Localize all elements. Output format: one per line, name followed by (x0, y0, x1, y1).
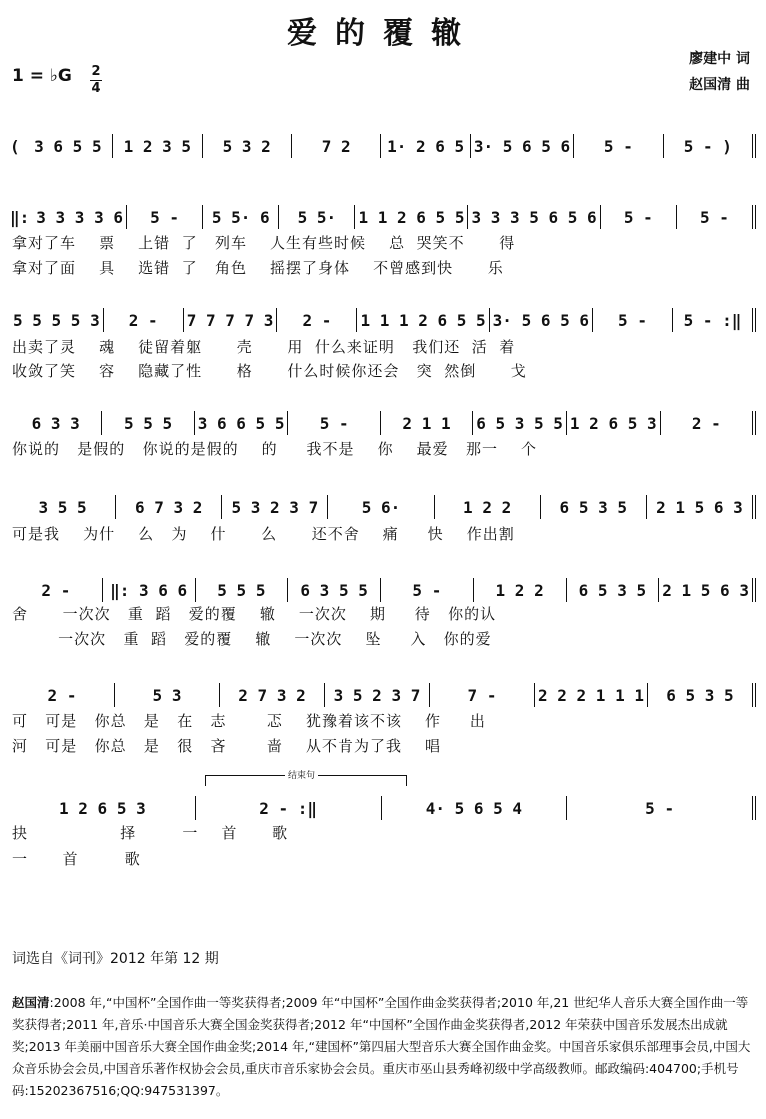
measure: 5 6· (328, 495, 434, 519)
measure: 1 2 2 (474, 578, 567, 602)
measure: ‖: 3 6 6 (103, 578, 196, 602)
measure: 2 - (104, 308, 184, 332)
source-note: 词选自《词刊》2012 年第 12 期 (12, 951, 219, 967)
staff-row (10, 134, 756, 158)
measure: 1 1 1 2 6 5 5 (357, 308, 489, 332)
measure: 2 - :‖ (196, 796, 382, 820)
measure: 2 - (10, 683, 115, 707)
lyric-line: 舍 一次次 重 蹈 爱的覆 辙 一次次 期 待 你的认 (12, 605, 497, 623)
lyric-line: 河 可是 你总 是 很 吝 啬 从不肯为了我 唱 (12, 737, 442, 755)
bio-text: :2008 年,“中国杯”全国作曲一等奖获得者;2009 年“中国杯”全国作曲金奖获得者;2010 年,21 世纪华人音乐大赛全国作曲一等奖获得者;2011 年,音乐·中国音乐大赛全国金奖获得者;2012 年“中国杯”全国作曲金奖获得者,2012 年荣获中国音乐发展杰出成就奖;2013 年美丽中国音乐大赛全国作曲金奖;2014 年,“建国杯”第四届大型音乐大赛全国作曲金奖。中国音乐家俱乐部理事会员,中国大众音乐协会会员,中国音乐著作权协会会员,重庆市音乐家协会会员。重庆市巫山县秀峰初级中学高级教师。邮政编码:404700;手机号码:15202367516;QQ:947531397。 (12, 995, 751, 1098)
measure: 2 7 3 2 (220, 683, 325, 707)
bio-name: 赵国清 (12, 995, 50, 1010)
lyric-line: 出卖了灵 魂 徒留着躯 壳 用 什么来证明 我们还 活 着 (12, 338, 516, 356)
lyric-line: 抉 择 一 首 歌 (12, 824, 289, 842)
staff-row (10, 205, 756, 229)
staff-row (10, 495, 756, 519)
time-denominator: 4 (91, 81, 101, 96)
measure: 6 5 3 5 (567, 578, 660, 602)
staff-row (10, 578, 756, 602)
measure: 3 6 5 5 (24, 134, 113, 158)
measure: 1· 2 6 5 (381, 134, 470, 158)
staff-row (10, 308, 756, 332)
measure: 5 3 2 3 7 (222, 495, 328, 519)
measure: 2 1 1 (381, 411, 473, 435)
measure: 5 5· 6 (203, 205, 279, 229)
measure: 2 - (10, 578, 103, 602)
lyric-line: 收敛了笑 容 隐藏了性 格 什么时候你还会 突 然倒 戈 (12, 362, 527, 380)
measure: 3· 5 6 5 6 (490, 308, 593, 332)
key-signature: 1 = ♭G (12, 66, 72, 86)
measure: 4· 5 6 5 4 (382, 796, 568, 820)
measure: 6 5 3 5 (541, 495, 647, 519)
measure: 6 5 3 5 (648, 683, 756, 707)
lyric-line: 一次次 重 蹈 爱的覆 辙 一次次 坠 入 你的爱 (12, 630, 492, 648)
ending-label: 结束句 (285, 768, 318, 781)
measure: 5 - (574, 134, 663, 158)
staff-row (10, 411, 756, 435)
measure: 7 - (430, 683, 535, 707)
measure: 6 5 3 5 5 (473, 411, 567, 435)
song-title: 爱的覆辙 (287, 16, 479, 51)
measure: 3· 5 6 5 6 (471, 134, 574, 158)
measure: 5 - (601, 205, 677, 229)
measure: 5 3 2 (203, 134, 292, 158)
measure: 1 2 6 5 3 (10, 796, 196, 820)
measure: 7 7 7 7 3 (184, 308, 278, 332)
measure: 3 5 5 (10, 495, 116, 519)
measure: 3 3 3 3 6 (33, 205, 127, 229)
composer-credit: 赵国清 曲 (689, 77, 750, 93)
measure: 5 - (567, 796, 756, 820)
lyric-line: 你说的 是假的 你说的是假的 的 我不是 你 最爱 那一 个 (12, 440, 538, 458)
measure: 5 5 5 (196, 578, 289, 602)
measure: 3 5 2 3 7 (325, 683, 430, 707)
measure: 5 - (593, 308, 673, 332)
measure: 6 7 3 2 (116, 495, 222, 519)
lyricist-credit: 廖建中 词 (689, 51, 750, 67)
time-signature (90, 64, 102, 97)
lyric-line: 可 可是 你总 是 在 志 忑 犹豫着该不该 作 出 (12, 712, 486, 730)
measure: 7 2 (292, 134, 381, 158)
composer-bio (12, 992, 752, 1102)
staff-prefix: ‖: (10, 207, 30, 227)
measure: 5 - :‖ (673, 308, 756, 332)
staff-row (10, 796, 756, 820)
measure: 2 1 5 6 3 (659, 578, 756, 602)
measure: 5 - (381, 578, 474, 602)
measure: 1 1 2 6 5 5 (355, 205, 468, 229)
measure: 5 5 5 5 3 (10, 308, 104, 332)
measure: 2 - (277, 308, 357, 332)
measure: 5 - (127, 205, 203, 229)
measure: 5 3 (115, 683, 220, 707)
measure: 3 3 3 5 6 5 6 (468, 205, 600, 229)
measure: 5 5· (279, 205, 355, 229)
measure: 5 - (288, 411, 380, 435)
measure: 1 2 2 (435, 495, 541, 519)
staff-prefix: ( (10, 136, 20, 156)
measure: 6 3 5 5 (288, 578, 381, 602)
lyric-line: 拿对了面 具 选错 了 角色 摇摆了身体 不曾感到快 乐 (12, 259, 504, 277)
measure: 6 3 3 (10, 411, 102, 435)
lyric-line: 可是我 为什 么 为 什 么 还不舍 痛 快 作出割 (12, 525, 515, 543)
lyric-line: 一 首 歌 (12, 850, 141, 868)
measure: 5 - ) (664, 134, 756, 158)
measure: 5 - (677, 205, 756, 229)
measure: 3 6 6 5 5 (195, 411, 289, 435)
measure: 2 2 2 1 1 1 (535, 683, 648, 707)
staff-row (10, 683, 756, 707)
lyric-line: 拿对了车 票 上错 了 列车 人生有些时候 总 哭笑不 得 (12, 234, 516, 252)
measure: 2 - (661, 411, 756, 435)
measure: 1 2 6 5 3 (567, 411, 661, 435)
time-numerator: 2 (91, 64, 101, 79)
measure: 1 2 3 5 (113, 134, 202, 158)
measure: 2 1 5 6 3 (647, 495, 756, 519)
measure: 5 5 5 (102, 411, 194, 435)
